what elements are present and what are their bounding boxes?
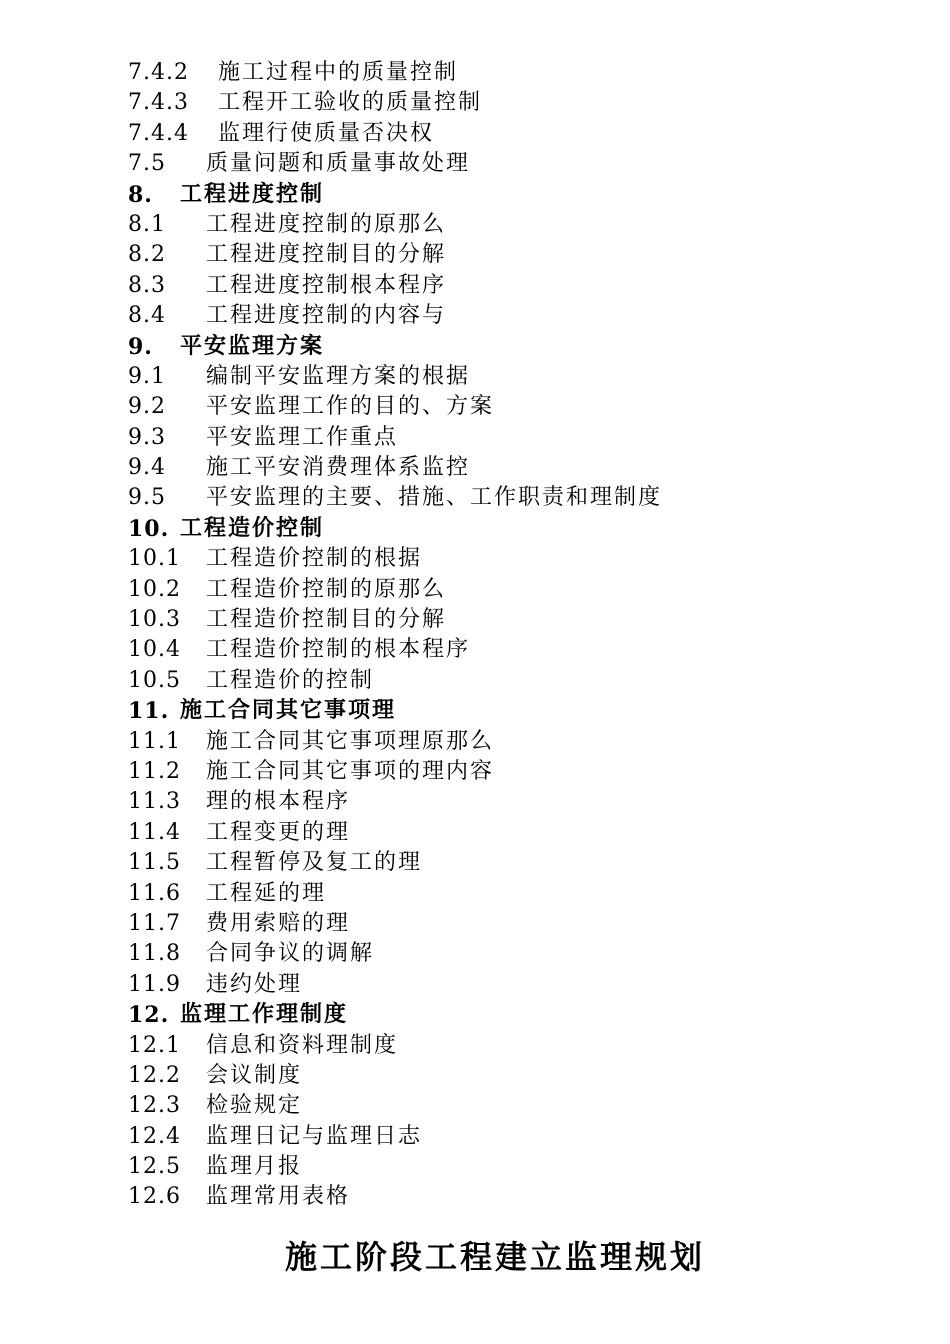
toc-entry — [128, 544, 908, 574]
toc-entry-text: 会议制度 — [206, 1062, 303, 1088]
toc-entry-number: 11.9 — [128, 971, 181, 997]
toc-entry-text: 平安监理工作重点 — [206, 424, 399, 450]
toc-entry-number: 11.6 — [128, 880, 181, 906]
toc-entry-text: 施工合同其它事项理原那么 — [206, 728, 495, 754]
toc-entry-number: 9. — [128, 333, 153, 360]
toc-entry — [128, 1061, 908, 1091]
toc-entry-number: 9.2 — [128, 394, 166, 420]
toc-entry-text: 质量问题和质量事故处理 — [206, 151, 471, 177]
toc-entry-text: 工程进度控制根本程序 — [206, 272, 447, 298]
toc-entry — [128, 787, 908, 817]
toc-entry — [128, 727, 908, 757]
toc-entry-text: 编制平安监理方案的根据 — [206, 363, 471, 389]
toc-entry-number: 10. — [128, 515, 170, 542]
toc-entry-text: 合同争议的调解 — [206, 941, 375, 967]
toc-entry — [128, 453, 908, 483]
toc-entry — [128, 605, 908, 635]
toc-entry-number: 7.5 — [128, 151, 166, 177]
toc-entry-number: 9.1 — [128, 363, 166, 389]
toc-entry-text: 监理月报 — [206, 1154, 303, 1180]
toc-entry-number: 11.1 — [128, 728, 181, 754]
toc-entry-text: 工程造价控制的原那么 — [206, 576, 447, 602]
toc-entry — [128, 848, 908, 878]
toc-entry-number: 10.1 — [128, 546, 181, 572]
toc-entry-number: 9.5 — [128, 485, 166, 511]
toc-entry — [128, 939, 908, 969]
toc-entry-text: 工程进度控制目的分解 — [206, 242, 447, 268]
toc-entry-text: 监理日记与监理日志 — [206, 1123, 423, 1149]
toc-entry-number: 8.3 — [128, 272, 166, 298]
toc-entry-text: 施工合同其它事项理 — [180, 698, 397, 724]
toc-entry-text: 施工过程中的质量控制 — [218, 60, 459, 85]
toc-entry — [128, 1031, 908, 1061]
toc-entry — [128, 635, 908, 665]
toc-entry-number: 9.4 — [128, 455, 166, 481]
toc-entry-number: 12.3 — [128, 1093, 181, 1119]
toc-entry-text: 费用索赔的理 — [206, 910, 351, 936]
toc-entry-text: 工程造价的控制 — [206, 667, 375, 693]
toc-entry-text: 工程进度控制的内容与 — [206, 303, 447, 329]
toc-section-heading — [128, 332, 908, 362]
toc-entry-number: 10.4 — [128, 637, 181, 663]
toc-entry — [128, 88, 908, 118]
toc-entry-text: 工程开工验收的质量控制 — [218, 90, 483, 116]
toc-entry — [128, 879, 908, 909]
toc-entry-text: 监理行使质量否决权 — [218, 120, 435, 146]
toc-entry-text: 工程进度控制 — [180, 181, 325, 207]
toc-entry-text: 工程造价控制的根据 — [206, 546, 423, 572]
toc-entry — [128, 240, 908, 270]
toc-entry-text: 平安监理的主要、措施、工作职责和理制度 — [206, 485, 663, 511]
toc-entry-number: 10.3 — [128, 607, 181, 633]
toc-entry-number: 11.5 — [128, 850, 181, 876]
document-title: 施工阶段工程建立监理规划 — [284, 1238, 705, 1276]
toc-entry-text: 信息和资料理制度 — [206, 1032, 399, 1058]
toc-entry-text: 违约处理 — [206, 971, 303, 997]
table-of-contents — [128, 58, 908, 1213]
toc-entry-number: 10.5 — [128, 667, 181, 693]
toc-entry-text: 平安监理工作的目的、方案 — [206, 394, 495, 420]
toc-entry — [128, 757, 908, 787]
toc-entry-number: 7.4.2 — [128, 60, 189, 85]
toc-section-heading — [128, 180, 908, 210]
toc-entry-text: 监理常用表格 — [206, 1184, 351, 1210]
toc-entry-text: 施工平安消费理体系监控 — [206, 455, 471, 481]
toc-entry — [128, 149, 908, 179]
toc-entry — [128, 575, 908, 605]
toc-entry-number: 8.2 — [128, 242, 166, 268]
toc-entry — [128, 483, 908, 513]
toc-entry — [128, 301, 908, 331]
toc-entry-number: 11.8 — [128, 941, 181, 967]
toc-entry-number: 9.3 — [128, 424, 166, 450]
toc-entry-number: 12.5 — [128, 1154, 181, 1180]
toc-entry-text: 监理工作理制度 — [180, 1002, 349, 1028]
toc-entry — [128, 1152, 908, 1182]
toc-entry-text: 工程进度控制的原那么 — [206, 211, 447, 237]
toc-entry-number: 12.6 — [128, 1184, 181, 1210]
toc-entry — [128, 392, 908, 422]
toc-entry-number: 11.2 — [128, 758, 181, 784]
toc-entry — [128, 909, 908, 939]
toc-entry-number: 11. — [128, 698, 170, 725]
toc-entry — [128, 1091, 908, 1121]
toc-entry — [128, 1182, 908, 1212]
toc-entry-text: 工程变更的理 — [206, 819, 351, 845]
toc-entry-number: 11.4 — [128, 819, 181, 845]
toc-entry-text: 理的根本程序 — [206, 789, 351, 815]
toc-entry — [128, 423, 908, 453]
toc-entry — [128, 1122, 908, 1152]
toc-section-heading — [128, 514, 908, 544]
toc-entry — [128, 666, 908, 696]
toc-entry-number: 11.3 — [128, 789, 181, 815]
toc-entry-text: 工程造价控制的根本程序 — [206, 637, 471, 663]
toc-entry-text: 工程暂停及复工的理 — [206, 850, 423, 876]
toc-entry-number: 10.2 — [128, 576, 181, 602]
toc-entry — [128, 362, 908, 392]
toc-entry-text: 施工合同其它事项的理内容 — [206, 758, 495, 784]
toc-entry-text: 工程造价控制目的分解 — [206, 607, 447, 633]
toc-entry-number: 8.4 — [128, 303, 166, 329]
toc-entry-text: 平安监理方案 — [180, 333, 325, 359]
toc-entry — [128, 271, 908, 301]
toc-entry-text: 检验规定 — [206, 1093, 303, 1119]
toc-section-heading — [128, 696, 908, 726]
toc-entry-number: 12.2 — [128, 1062, 181, 1088]
toc-entry — [128, 119, 908, 149]
toc-entry — [128, 970, 908, 1000]
toc-entry-number: 8.1 — [128, 211, 166, 237]
toc-entry-number: 7.4.4 — [128, 120, 189, 146]
toc-entry — [128, 210, 908, 240]
toc-entry-text: 工程延的理 — [206, 880, 327, 906]
toc-entry-number: 12.4 — [128, 1123, 181, 1149]
toc-entry-number: 11.7 — [128, 910, 181, 936]
toc-entry-number: 12. — [128, 1002, 170, 1029]
toc-entry — [128, 818, 908, 848]
toc-entry-number: 7.4.3 — [128, 90, 189, 116]
toc-entry-number: 8. — [128, 181, 153, 208]
toc-entry — [128, 58, 908, 88]
toc-entry-number: 12.1 — [128, 1032, 181, 1058]
toc-entry-text: 工程造价控制 — [180, 515, 325, 541]
toc-section-heading — [128, 1000, 908, 1030]
